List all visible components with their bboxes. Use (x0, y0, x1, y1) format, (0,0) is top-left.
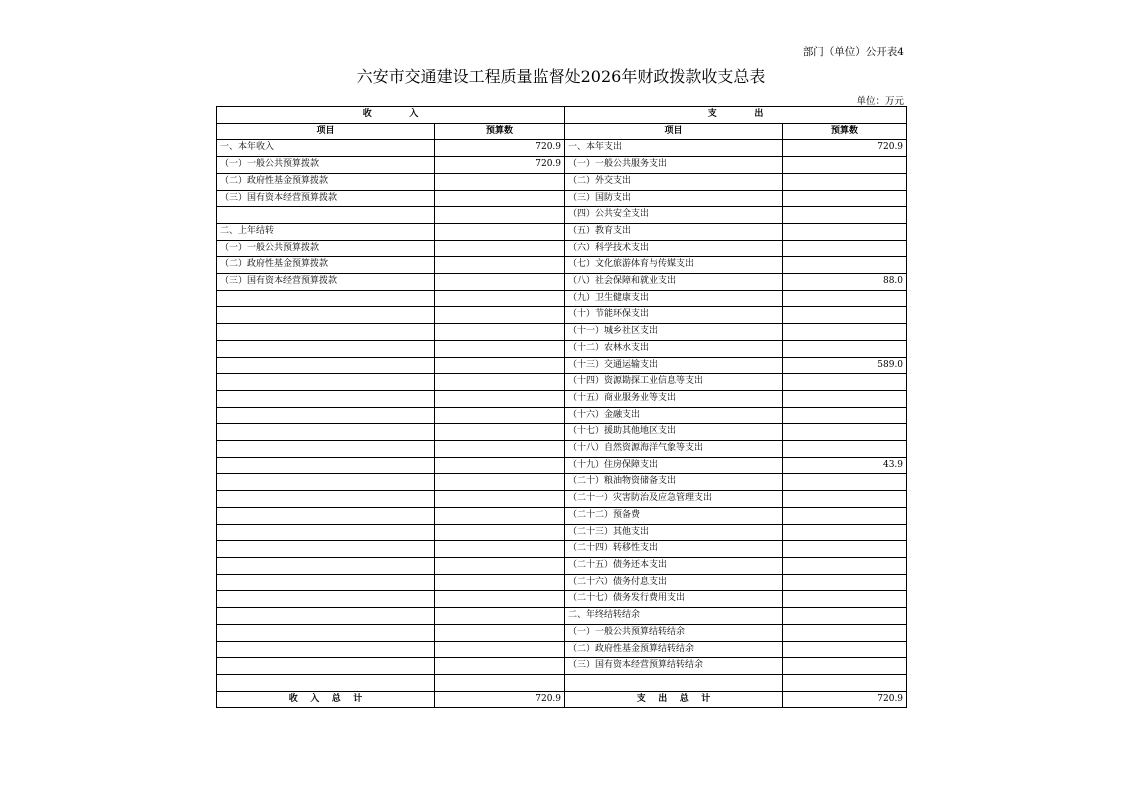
table-row (217, 407, 907, 424)
table-row (217, 524, 907, 541)
expense-total-label: 支 出 总 计 (565, 691, 783, 708)
table-row (217, 491, 907, 508)
table-row (217, 140, 907, 157)
expense-value-cell (783, 173, 907, 190)
unit-label: 单位：万元 (856, 96, 904, 107)
income-value-cell (435, 207, 565, 224)
expense-value-cell (783, 407, 907, 424)
expense-item-header: 项目 (565, 123, 783, 140)
income-value-cell (435, 374, 565, 391)
table-row (217, 608, 907, 625)
expense-item-cell: （二十六）债务付息支出 (565, 574, 783, 591)
income-item-cell (217, 290, 435, 307)
income-value-cell (435, 290, 565, 307)
table-row (217, 173, 907, 190)
income-item-cell (217, 491, 435, 508)
income-item-cell (217, 658, 435, 675)
income-value-cell (435, 624, 565, 641)
table-row (217, 424, 907, 441)
income-item-cell (217, 557, 435, 574)
income-value-cell (435, 407, 565, 424)
expense-value-cell (783, 374, 907, 391)
expense-value-cell (783, 507, 907, 524)
expense-item-cell: （五）教育支出 (565, 223, 783, 240)
expense-value-cell (783, 608, 907, 625)
expense-value-cell (783, 524, 907, 541)
income-value-cell (435, 441, 565, 458)
expense-value-cell: 720.9 (783, 140, 907, 157)
income-value-cell (435, 240, 565, 257)
income-value-cell (435, 474, 565, 491)
table-row (217, 157, 907, 174)
table-row (217, 457, 907, 474)
expense-item-cell: （一）一般公共服务支出 (565, 157, 783, 174)
expense-value-cell (783, 541, 907, 558)
income-value-cell (435, 457, 565, 474)
expense-total-value: 720.9 (783, 691, 907, 708)
income-item-cell (217, 390, 435, 407)
income-item-cell: （一）一般公共预算拨款 (217, 240, 435, 257)
table-row (217, 257, 907, 274)
table-body (217, 140, 907, 691)
income-item-cell (217, 457, 435, 474)
income-item-cell (217, 624, 435, 641)
income-value-cell (435, 223, 565, 240)
budget-summary-table (216, 106, 907, 708)
table-row (217, 274, 907, 291)
expense-item-cell: （二十）粮油物资储备支出 (565, 474, 783, 491)
expense-value-cell (783, 240, 907, 257)
income-value-cell (435, 658, 565, 675)
income-item-cell (217, 541, 435, 558)
income-item-cell (217, 441, 435, 458)
income-value-cell (435, 257, 565, 274)
table-row (217, 574, 907, 591)
expense-item-cell: （十七）援助其他地区支出 (565, 424, 783, 441)
income-item-cell (217, 674, 435, 691)
expense-item-cell: （二十七）债务发行费用支出 (565, 591, 783, 608)
expense-value-cell: 589.0 (783, 357, 907, 374)
income-value-cell (435, 507, 565, 524)
expense-item-cell: （十一）城乡社区支出 (565, 324, 783, 341)
expense-item-cell: （六）科学技术支出 (565, 240, 783, 257)
expense-item-cell: （二）外交支出 (565, 173, 783, 190)
income-item-cell (217, 507, 435, 524)
income-value-cell (435, 591, 565, 608)
table-row (217, 507, 907, 524)
income-value-cell (435, 173, 565, 190)
expense-value-cell: 43.9 (783, 457, 907, 474)
expense-value-cell (783, 658, 907, 675)
expense-value-cell (783, 190, 907, 207)
table-row (217, 624, 907, 641)
income-item-cell (217, 524, 435, 541)
expense-value-cell (783, 491, 907, 508)
income-value-cell (435, 608, 565, 625)
table-row (217, 374, 907, 391)
expense-item-cell: 一、本年支出 (565, 140, 783, 157)
income-value-cell (435, 190, 565, 207)
expense-value-cell (783, 574, 907, 591)
expense-value-cell (783, 157, 907, 174)
expense-item-cell: （八）社会保障和就业支出 (565, 274, 783, 291)
expense-item-cell: （十六）金融支出 (565, 407, 783, 424)
expense-item-cell: （二十二）预备费 (565, 507, 783, 524)
table-row (217, 591, 907, 608)
income-value-cell (435, 340, 565, 357)
expense-item-cell: （九）卫生健康支出 (565, 290, 783, 307)
income-value-cell (435, 641, 565, 658)
expense-item-cell (565, 674, 783, 691)
table-row (217, 357, 907, 374)
income-item-cell: （二）政府性基金预算拨款 (217, 257, 435, 274)
expense-budget-header: 预算数 (783, 123, 907, 140)
income-item-cell (217, 608, 435, 625)
income-value-cell (435, 324, 565, 341)
income-budget-header: 预算数 (435, 123, 565, 140)
section-header-row (217, 107, 907, 124)
expense-value-cell (783, 207, 907, 224)
expense-item-cell: （十九）住房保障支出 (565, 457, 783, 474)
expense-value-cell (783, 290, 907, 307)
income-total-label: 收 入 总 计 (217, 691, 435, 708)
expense-item-cell: （十四）资源勘探工业信息等支出 (565, 374, 783, 391)
income-value-cell (435, 424, 565, 441)
income-item-cell (217, 591, 435, 608)
income-value-cell (435, 674, 565, 691)
expense-item-cell: （七）文化旅游体育与传媒支出 (565, 257, 783, 274)
income-item-cell (217, 324, 435, 341)
income-item-cell (217, 641, 435, 658)
table-row (217, 324, 907, 341)
expense-value-cell (783, 591, 907, 608)
expense-item-cell: （十五）商业服务业等支出 (565, 390, 783, 407)
income-item-cell (217, 207, 435, 224)
income-value-cell (435, 524, 565, 541)
page-title: 六安市交通建设工程质量监督处2026年财政拨款收支总表 (356, 67, 766, 86)
expense-item-cell: （十八）自然资源海洋气象等支出 (565, 441, 783, 458)
income-item-header: 项目 (217, 123, 435, 140)
expense-item-cell: （二十五）债务还本支出 (565, 557, 783, 574)
expense-value-cell (783, 340, 907, 357)
income-item-cell: 一、本年收入 (217, 140, 435, 157)
income-value-cell (435, 491, 565, 508)
table-row (217, 557, 907, 574)
table-row (217, 190, 907, 207)
table-row (217, 207, 907, 224)
table-row (217, 290, 907, 307)
expense-value-cell (783, 424, 907, 441)
table-row (217, 674, 907, 691)
income-total-value: 720.9 (435, 691, 565, 708)
income-item-cell: （三）国有资本经营预算拨款 (217, 190, 435, 207)
table-number-label: 部门（单位）公开表4 (802, 46, 904, 58)
income-item-cell (217, 357, 435, 374)
income-item-cell (217, 307, 435, 324)
table-row (217, 223, 907, 240)
total-row (217, 691, 907, 708)
table-row (217, 307, 907, 324)
expense-value-cell (783, 624, 907, 641)
table-row (217, 441, 907, 458)
expense-value-cell (783, 223, 907, 240)
expense-value-cell (783, 307, 907, 324)
expense-item-cell: （二）政府性基金预算结转结余 (565, 641, 783, 658)
expense-value-cell (783, 441, 907, 458)
expense-value-cell (783, 674, 907, 691)
income-item-cell (217, 474, 435, 491)
income-value-cell (435, 574, 565, 591)
income-section-header: 收 入 (217, 107, 565, 124)
table-row (217, 240, 907, 257)
expense-item-cell: （三）国防支出 (565, 190, 783, 207)
expense-value-cell (783, 557, 907, 574)
income-value-cell (435, 274, 565, 291)
expense-item-cell: （十二）农林水支出 (565, 340, 783, 357)
expense-value-cell (783, 324, 907, 341)
table-row (217, 474, 907, 491)
column-header-row (217, 123, 907, 140)
expense-item-cell: （二十一）灾害防治及应急管理支出 (565, 491, 783, 508)
income-item-cell (217, 374, 435, 391)
expense-item-cell: （四）公共安全支出 (565, 207, 783, 224)
table-row (217, 390, 907, 407)
expense-value-cell (783, 641, 907, 658)
expense-item-cell: （十）节能环保支出 (565, 307, 783, 324)
income-item-cell (217, 424, 435, 441)
table-row (217, 541, 907, 558)
income-value-cell: 720.9 (435, 157, 565, 174)
expense-item-cell: （一）一般公共预算结转结余 (565, 624, 783, 641)
expense-item-cell: （二十三）其他支出 (565, 524, 783, 541)
expense-section-header: 支 出 (565, 107, 907, 124)
table-row (217, 658, 907, 675)
expense-item-cell: 二、年终结转结余 (565, 608, 783, 625)
income-item-cell: （一）一般公共预算拨款 (217, 157, 435, 174)
expense-value-cell (783, 390, 907, 407)
income-item-cell: 二、上年结转 (217, 223, 435, 240)
income-item-cell (217, 574, 435, 591)
table-row (217, 340, 907, 357)
income-item-cell (217, 407, 435, 424)
expense-value-cell: 88.0 (783, 274, 907, 291)
expense-value-cell (783, 474, 907, 491)
income-value-cell (435, 390, 565, 407)
expense-item-cell: （十三）交通运输支出 (565, 357, 783, 374)
income-item-cell (217, 340, 435, 357)
income-item-cell: （三）国有资本经营预算拨款 (217, 274, 435, 291)
income-value-cell (435, 541, 565, 558)
expense-item-cell: （二十四）转移性支出 (565, 541, 783, 558)
expense-item-cell: （三）国有资本经营预算结转结余 (565, 658, 783, 675)
income-item-cell: （二）政府性基金预算拨款 (217, 173, 435, 190)
table-row (217, 641, 907, 658)
income-value-cell: 720.9 (435, 140, 565, 157)
income-value-cell (435, 557, 565, 574)
expense-value-cell (783, 257, 907, 274)
income-value-cell (435, 307, 565, 324)
income-value-cell (435, 357, 565, 374)
